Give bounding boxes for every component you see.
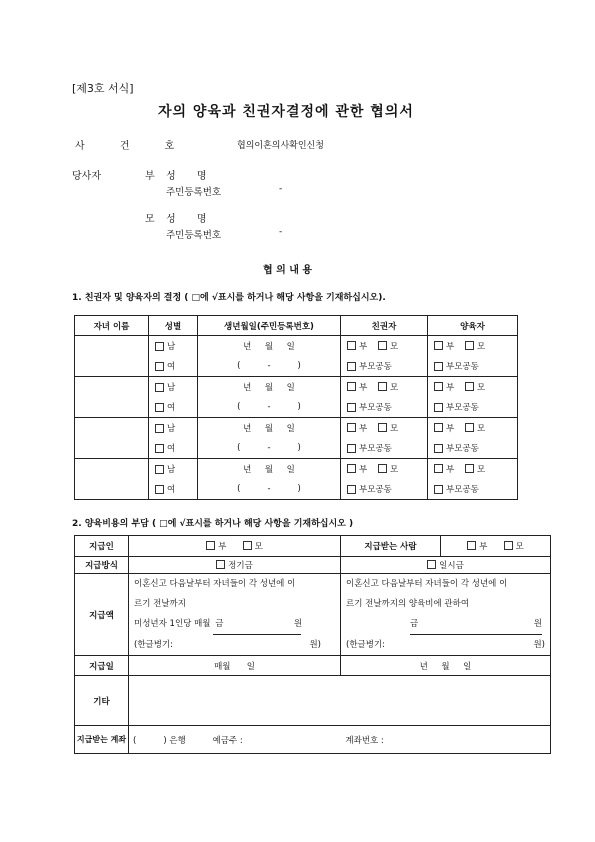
gender-option-male[interactable]: 남 bbox=[155, 460, 197, 478]
birth-cell[interactable] bbox=[198, 418, 341, 459]
checkbox-icon bbox=[155, 424, 164, 433]
date-label: 지급일 bbox=[75, 656, 129, 676]
checkbox-icon bbox=[434, 464, 443, 473]
gender-option-female[interactable]: 여 bbox=[155, 480, 197, 498]
checkbox-icon bbox=[347, 464, 356, 473]
checkbox-icon bbox=[465, 464, 474, 473]
checkbox-icon bbox=[155, 485, 164, 494]
father-rrn-label: 주민등록번호 bbox=[166, 187, 222, 198]
mother-role: 모 bbox=[145, 214, 155, 225]
custodian-option-father[interactable]: 부 bbox=[347, 381, 367, 393]
birth-rrn: ( - ) bbox=[237, 443, 301, 453]
child-name-field[interactable] bbox=[75, 418, 149, 459]
father-rrn-sep: - bbox=[279, 184, 283, 194]
parties-label: 당사자 bbox=[72, 171, 101, 182]
periodic-amount-line[interactable] bbox=[134, 614, 335, 635]
caregiver-option-father[interactable]: 부 bbox=[434, 422, 454, 434]
account-bank[interactable]: ( ) 은행 bbox=[133, 735, 186, 746]
case-label: 사 건 호 bbox=[75, 141, 191, 152]
header-child-name: 자녀 이름 bbox=[75, 316, 149, 336]
custodian-option-joint[interactable]: 부모공동 bbox=[347, 398, 427, 416]
other-field[interactable] bbox=[129, 676, 551, 726]
checkbox-icon bbox=[347, 423, 356, 432]
child-row bbox=[75, 336, 518, 377]
date-periodic[interactable]: 매월 일 bbox=[129, 656, 341, 676]
periodic-amount-field[interactable] bbox=[213, 614, 301, 635]
checkbox-icon bbox=[206, 541, 215, 550]
lump-text-1: 이혼신고 다음날부터 자녀들이 각 성년에 이 bbox=[346, 579, 508, 589]
gender-option-female[interactable]: 여 bbox=[155, 398, 197, 416]
payer-label: 지급인 bbox=[75, 536, 129, 557]
caregiver-cell bbox=[428, 418, 518, 459]
gender-option-male[interactable]: 남 bbox=[155, 419, 197, 437]
lump-amount-field[interactable]: 금 원 bbox=[410, 614, 542, 635]
child-name-field[interactable] bbox=[75, 459, 149, 500]
caregiver-cell bbox=[428, 336, 518, 377]
checkbox-icon bbox=[427, 560, 436, 569]
payee-option-father[interactable]: 부 bbox=[467, 542, 487, 552]
checkbox-icon bbox=[434, 403, 443, 412]
date-lump[interactable]: 년 월 일 bbox=[341, 656, 551, 676]
checkbox-icon bbox=[378, 341, 387, 350]
custodian-option-father[interactable]: 부 bbox=[347, 463, 367, 475]
checkbox-icon bbox=[347, 444, 356, 453]
account-field[interactable] bbox=[129, 726, 551, 754]
birth-rrn: ( - ) bbox=[237, 484, 301, 494]
payee-options bbox=[441, 536, 551, 557]
birth-date: 년 월 일 bbox=[243, 424, 295, 434]
caregiver-option-mother[interactable]: 모 bbox=[465, 381, 485, 393]
custodian-option-father[interactable]: 부 bbox=[347, 422, 367, 434]
lump-text-2: 르기 전날까지의 양육비에 관하여 bbox=[346, 599, 470, 609]
checkbox-icon bbox=[434, 362, 443, 371]
case-value: 협의이혼의사확인신청 bbox=[237, 141, 324, 151]
document-title: 자의 양육과 친권자결정에 관한 협의서 bbox=[158, 104, 414, 120]
lump-korean-amount[interactable]: (한글병기: 원) bbox=[346, 640, 545, 650]
child-name-field[interactable] bbox=[75, 377, 149, 418]
custodian-option-father[interactable]: 부 bbox=[347, 340, 367, 352]
account-number[interactable]: 계좌번호 : bbox=[345, 735, 384, 746]
gender-option-female[interactable]: 여 bbox=[155, 357, 197, 375]
father-name-label: 성 명 bbox=[166, 171, 207, 182]
checkbox-icon bbox=[434, 341, 443, 350]
child-row bbox=[75, 377, 518, 418]
checkbox-icon bbox=[155, 362, 164, 371]
father-role: 부 bbox=[145, 171, 155, 182]
checkbox-icon bbox=[243, 541, 252, 550]
gender-cell bbox=[149, 418, 198, 459]
custodian-option-joint[interactable]: 부모공동 bbox=[347, 357, 427, 375]
won-prefix: 금 bbox=[215, 619, 224, 629]
caregiver-option-joint[interactable]: 부모공동 bbox=[434, 398, 517, 416]
birth-rrn: ( - ) bbox=[237, 361, 301, 371]
birth-cell[interactable] bbox=[198, 459, 341, 500]
birth-cell[interactable] bbox=[198, 336, 341, 377]
checkbox-icon bbox=[378, 382, 387, 391]
periodic-text-1: 이혼신고 다음날부터 자녀들이 각 성년에 이 bbox=[134, 579, 296, 589]
custodian-cell bbox=[341, 459, 428, 500]
section-title: 협 의 내 용 bbox=[263, 265, 313, 276]
gender-option-male[interactable]: 남 bbox=[155, 337, 197, 355]
lump-amount-line[interactable] bbox=[346, 614, 545, 635]
checkbox-icon bbox=[434, 485, 443, 494]
method-label: 지급방식 bbox=[75, 557, 129, 574]
custodian-cell bbox=[341, 336, 428, 377]
payer-option-mother[interactable]: 모 bbox=[243, 542, 263, 552]
checkbox-icon bbox=[465, 423, 474, 432]
checkbox-icon bbox=[434, 382, 443, 391]
mother-name-label: 성 명 bbox=[166, 214, 207, 225]
mother-rrn-sep: - bbox=[279, 227, 283, 237]
birth-rrn: ( - ) bbox=[237, 402, 301, 412]
payee-label: 지급받는 사람 bbox=[341, 536, 441, 557]
gender-option-male[interactable]: 남 bbox=[155, 378, 197, 396]
checkbox-icon bbox=[434, 423, 443, 432]
checkbox-icon bbox=[347, 485, 356, 494]
caregiver-option-father[interactable]: 부 bbox=[434, 463, 454, 475]
method-lump[interactable]: 일시금 bbox=[341, 557, 551, 574]
checkbox-icon bbox=[465, 341, 474, 350]
caregiver-option-joint[interactable]: 부모공동 bbox=[434, 357, 517, 375]
payer-option-father[interactable]: 부 bbox=[206, 542, 226, 552]
checkbox-icon bbox=[465, 382, 474, 391]
checkbox-icon bbox=[378, 423, 387, 432]
child-row bbox=[75, 459, 518, 500]
checkbox-icon bbox=[504, 541, 513, 550]
checkbox-icon bbox=[347, 403, 356, 412]
custodian-cell bbox=[341, 418, 428, 459]
other-label: 기타 bbox=[75, 676, 129, 726]
amount-label: 지급액 bbox=[75, 574, 129, 656]
custody-table bbox=[74, 315, 518, 500]
caregiver-option-mother[interactable]: 모 bbox=[465, 463, 485, 475]
checkbox-icon bbox=[378, 464, 387, 473]
checkbox-icon bbox=[155, 465, 164, 474]
header-caregiver: 양육자 bbox=[428, 316, 518, 336]
custodian-option-mother[interactable]: 모 bbox=[378, 381, 398, 393]
birth-date: 년 월 일 bbox=[243, 342, 295, 352]
checkbox-icon bbox=[347, 341, 356, 350]
gender-cell bbox=[149, 459, 198, 500]
periodic-monthly-label: 미성년자 1인당 매월 bbox=[134, 619, 211, 629]
caregiver-option-joint[interactable]: 부모공동 bbox=[434, 439, 517, 457]
checkbox-icon bbox=[155, 342, 164, 351]
caregiver-cell bbox=[428, 377, 518, 418]
payee-option-mother[interactable]: 모 bbox=[504, 542, 524, 552]
gender-cell bbox=[149, 377, 198, 418]
section1-title: 1. 친권자 및 양육자의 결정 ( □에 √표시를 하거나 해당 사항을 기재하십시오). bbox=[72, 293, 386, 303]
birth-date: 년 월 일 bbox=[243, 383, 295, 393]
account-label: 지급받는 계좌 bbox=[75, 726, 129, 754]
checkbox-icon bbox=[155, 383, 164, 392]
mother-rrn-label: 주민등록번호 bbox=[166, 230, 222, 241]
caregiver-option-father[interactable]: 부 bbox=[434, 340, 454, 352]
account-holder[interactable]: 예금주 : bbox=[212, 735, 243, 746]
checkbox-icon bbox=[467, 541, 476, 550]
method-periodic[interactable]: 정기금 bbox=[129, 557, 341, 574]
checkbox-icon bbox=[434, 444, 443, 453]
amount-lump bbox=[341, 574, 551, 656]
gender-cell bbox=[149, 336, 198, 377]
won-suffix: 원 bbox=[293, 619, 303, 629]
birth-cell[interactable] bbox=[198, 377, 341, 418]
payer-options bbox=[129, 536, 341, 557]
caregiver-option-mother[interactable]: 모 bbox=[465, 422, 485, 434]
custodian-option-joint[interactable]: 부모공동 bbox=[347, 439, 427, 457]
birth-date: 년 월 일 bbox=[243, 465, 295, 475]
custodian-option-mother[interactable]: 모 bbox=[378, 340, 398, 352]
checkbox-icon bbox=[347, 362, 356, 371]
support-table bbox=[74, 535, 551, 754]
checkbox-icon bbox=[155, 403, 164, 412]
form-number: [제3호 서식] bbox=[72, 82, 134, 95]
header-gender: 성별 bbox=[149, 316, 198, 336]
custodian-option-mother[interactable]: 모 bbox=[378, 463, 398, 475]
custodian-cell bbox=[341, 377, 428, 418]
gender-option-female[interactable]: 여 bbox=[155, 439, 197, 457]
custodian-option-mother[interactable]: 모 bbox=[378, 422, 398, 434]
periodic-text-2: 르기 전날까지 bbox=[134, 599, 186, 609]
child-name-field[interactable] bbox=[75, 336, 149, 377]
section2-title: 2. 양육비용의 부담 ( □에 √표시를 하거나 해당 사항을 기재하십시오 ) bbox=[72, 519, 354, 529]
caregiver-option-mother[interactable]: 모 bbox=[465, 340, 485, 352]
caregiver-option-joint[interactable]: 부모공동 bbox=[434, 480, 517, 498]
child-row bbox=[75, 418, 518, 459]
header-custodian: 친권자 bbox=[341, 316, 428, 336]
caregiver-option-father[interactable]: 부 bbox=[434, 381, 454, 393]
caregiver-cell bbox=[428, 459, 518, 500]
checkbox-icon bbox=[155, 444, 164, 453]
checkbox-icon bbox=[347, 382, 356, 391]
custodian-option-joint[interactable]: 부모공동 bbox=[347, 480, 427, 498]
checkbox-icon bbox=[216, 560, 225, 569]
header-birth: 생년월일(주민등록번호) bbox=[198, 316, 341, 336]
amount-periodic bbox=[129, 574, 341, 656]
periodic-korean-amount[interactable]: (한글병기: 원) bbox=[134, 640, 321, 650]
